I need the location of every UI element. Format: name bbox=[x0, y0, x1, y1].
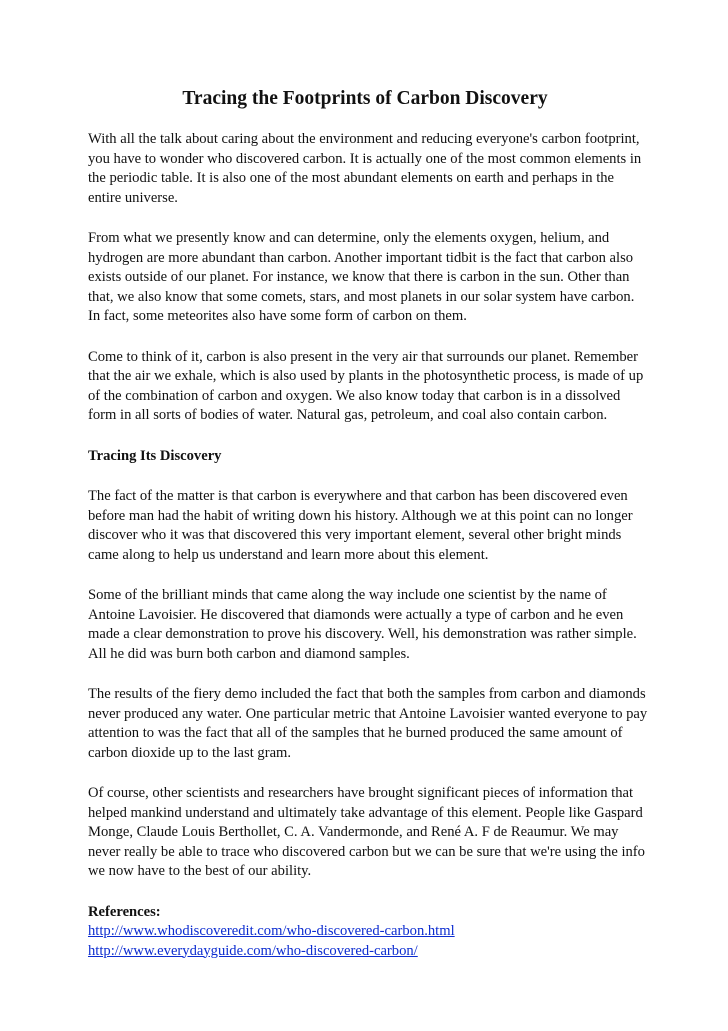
intro-paragraph-3: Come to think of it, carbon is also present in the very air that surrounds our planet. Remember that the air we exhale, which is also used by plants in the photosynthetic process, is made of up of the combination of carbon and oxygen. We also know today that carbon is in a dissolved form in all sorts of bodies of water. Natural gas, petroleum, and coal also contain carbon. bbox=[88, 348, 644, 423]
references-section bbox=[88, 903, 648, 962]
references-heading: References: bbox=[88, 903, 161, 920]
reference-link-1[interactable]: http://www.whodiscoveredit.com/who-discovered-carbon.html bbox=[88, 923, 455, 939]
intro-paragraph-2: From what we presently know and can determine, only the elements oxygen, helium, and hydrogen are more abundant than carbon. Another important tidbit is the fact that carbon also exists outside of our planet. For instance, we know that there is carbon in the sun. Other than that, we also know that some comets, stars, and most planets in our solar system have carbon. In fact, some meteorites also have some form of carbon on them. bbox=[88, 230, 635, 324]
section-heading: Tracing Its Discovery bbox=[88, 447, 222, 464]
discovery-paragraph-4: Of course, other scientists and researchers have brought significant pieces of information that helped mankind understand and ultimately take advantage of this element. People like Gaspard Monge, Claude Louis Berthollet, C. A. Vandermonde, and René A. F de Reaumur. We may never really be able to trace who discovered carbon but we can be sure that we're using the info we now have to the best of our ability. bbox=[88, 785, 645, 879]
reference-link-2[interactable]: http://www.everydayguide.com/who-discovered-carbon/ bbox=[88, 942, 418, 959]
document-page bbox=[88, 86, 648, 961]
discovery-paragraph-2: Some of the brilliant minds that came along the way include one scientist by the name of Antoine Lavoisier. He discovered that diamonds were actually a type of carbon and he even made a clear demonstration to prove his discovery. Well, his demonstration was rather simple. All he did was burn both carbon and diamond samples. bbox=[88, 587, 637, 662]
intro-paragraph-1: With all the talk about caring about the environment and reducing everyone's carbon footprint, you have to wonder who discovered carbon. It is actually one of the most common elements in the periodic table. It is also one of the most abundant elements on earth and perhaps in the entire universe. bbox=[88, 131, 642, 206]
discovery-paragraph-3: The results of the fiery demo included the fact that both the samples from carbon and diamonds never produced any water. One particular metric that Antoine Lavoisier wanted everyone to pay attention to was the fact that all of the samples that he burned produced the same amount of carbon dioxide up to the last gram. bbox=[88, 686, 648, 761]
discovery-paragraph-1: The fact of the matter is that carbon is everywhere and that carbon has been discovered even before man had the habit of writing down his history. Although we at this point can no longer discover who it was that discovered this very important element, several other bright minds came along to help us understand and learn more about this element. bbox=[88, 488, 633, 563]
document-title: Tracing the Footprints of Carbon Discovery bbox=[182, 88, 548, 109]
